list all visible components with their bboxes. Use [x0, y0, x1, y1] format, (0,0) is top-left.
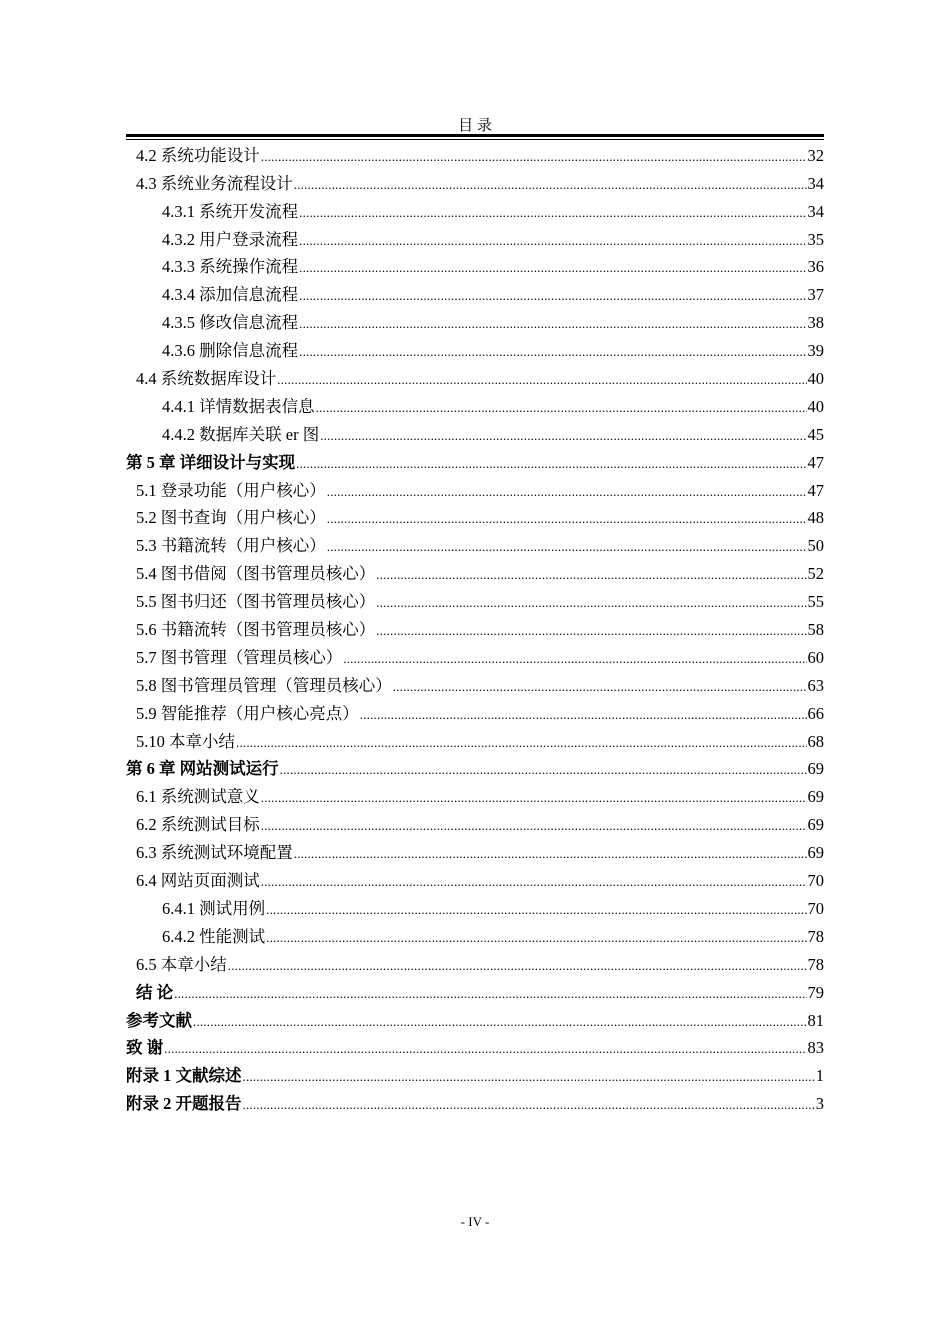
toc-dot-leader [236, 732, 807, 752]
toc-entry[interactable] [126, 501, 824, 529]
toc-entry-page: 78 [807, 926, 824, 946]
toc-entry[interactable] [126, 752, 824, 780]
toc-dot-leader [343, 648, 806, 668]
toc-dot-leader [393, 676, 807, 696]
toc-entry-label: 第 6 章 网站测试运行 [126, 759, 279, 779]
toc-dot-leader [376, 620, 806, 640]
toc-entry-page: 39 [807, 341, 824, 361]
toc-entry-page: 69 [807, 787, 824, 807]
toc-entry-label: 6.1 系统测试意义 [136, 787, 260, 807]
toc-entry-label: 第 5 章 详细设计与实现 [126, 452, 296, 472]
toc-entry-label: 4.3.1 系统开发流程 [162, 201, 299, 221]
toc-dot-leader [266, 899, 806, 919]
toc-entry[interactable] [126, 668, 824, 696]
toc-dot-leader [296, 453, 806, 473]
toc-entry-page: 34 [807, 173, 824, 193]
toc-dot-leader [299, 202, 806, 222]
toc-entry-page: 3 [815, 1094, 824, 1114]
page-number: - IV - [460, 1214, 490, 1229]
toc-entry-page: 69 [807, 815, 824, 835]
toc-dot-leader [261, 815, 807, 835]
toc-entry[interactable] [126, 724, 824, 752]
toc-entry-label: 5.8 图书管理员管理（管理员核心） [136, 675, 392, 695]
toc-entry[interactable] [126, 807, 824, 835]
toc-entry-label: 4.4 系统数据库设计 [136, 369, 277, 389]
toc-dot-leader [266, 927, 806, 947]
toc-entry-page: 70 [807, 871, 824, 891]
toc-entry[interactable] [126, 194, 824, 222]
toc-entry-label: 4.3.6 删除信息流程 [162, 341, 299, 361]
toc-entry-label: 5.4 图书借阅（图书管理员核心） [136, 564, 376, 584]
toc-entry[interactable] [126, 222, 824, 250]
toc-entry[interactable] [126, 919, 824, 947]
toc-entry-page: 70 [807, 898, 824, 918]
toc-entry-label: 5.1 登录功能（用户核心） [136, 480, 326, 500]
toc-dot-leader [327, 508, 807, 528]
toc-entry-label: 6.4.2 性能测试 [162, 926, 266, 946]
toc-entry-page: 45 [807, 424, 824, 444]
toc-dot-leader [294, 843, 807, 863]
toc-entry-label: 6.5 本章小结 [136, 954, 227, 974]
header-rule-thick [126, 134, 824, 137]
toc-dot-leader [360, 704, 807, 724]
toc-entry[interactable] [126, 891, 824, 919]
toc-entry-page: 81 [807, 1010, 824, 1030]
toc-entry-page: 60 [807, 647, 824, 667]
toc-entry-label: 附录 1 文献综述 [126, 1066, 242, 1086]
toc-entry[interactable] [126, 528, 824, 556]
toc-entry-page: 1 [815, 1066, 824, 1086]
toc-dot-leader [299, 257, 806, 277]
toc-entry-page: 68 [807, 731, 824, 751]
toc-entry-page: 66 [807, 703, 824, 723]
toc-entry-page: 50 [807, 536, 824, 556]
toc-entry[interactable] [126, 445, 824, 473]
toc-entry-page: 52 [807, 564, 824, 584]
toc-entry[interactable] [126, 947, 824, 975]
toc-entry-page: 40 [807, 369, 824, 389]
toc-entry-label: 4.4.2 数据库关联 er 图 [162, 424, 320, 444]
toc-dot-leader [277, 369, 806, 389]
toc-entry[interactable] [126, 1031, 824, 1059]
toc-dot-leader [327, 536, 807, 556]
toc-entry-label: 5.9 智能推荐（用户核心亮点） [136, 703, 359, 723]
toc-entry-page: 36 [807, 257, 824, 277]
toc-entry-page: 47 [807, 452, 824, 472]
toc-entry-label: 6.4.1 测试用例 [162, 898, 266, 918]
toc-entry-page: 63 [807, 675, 824, 695]
toc-dot-leader [280, 759, 807, 779]
toc-entry[interactable] [126, 835, 824, 863]
toc-dot-leader [174, 983, 806, 1003]
toc-entry-page: 78 [807, 954, 824, 974]
toc-entry[interactable] [126, 696, 824, 724]
toc-entry-label: 4.3.3 系统操作流程 [162, 257, 299, 277]
page-header-title: 目 录 [458, 118, 492, 134]
toc-entry-label: 4.4.1 详情数据表信息 [162, 396, 315, 416]
toc-dot-leader [294, 174, 807, 194]
toc-entry-label: 4.2 系统功能设计 [136, 145, 260, 165]
toc-dot-leader [299, 313, 806, 333]
toc-entry-label: 4.3.5 修改信息流程 [162, 313, 299, 333]
toc-dot-leader [228, 955, 807, 975]
toc-entry-page: 38 [807, 313, 824, 333]
toc-entry[interactable] [126, 473, 824, 501]
toc-entry[interactable] [126, 305, 824, 333]
toc-entry-label: 4.3 系统业务流程设计 [136, 173, 293, 193]
toc-entry[interactable] [126, 584, 824, 612]
toc-entry-label: 5.5 图书归还（图书管理员核心） [136, 592, 376, 612]
toc-dot-leader [316, 397, 807, 417]
toc-dot-leader [193, 1011, 807, 1031]
toc-entry[interactable] [126, 138, 824, 166]
toc-entry[interactable] [126, 277, 824, 305]
toc-entry[interactable] [126, 333, 824, 361]
toc-entry-page: 69 [807, 843, 824, 863]
toc-entry[interactable] [126, 1003, 824, 1031]
toc-entry-label: 4.3.4 添加信息流程 [162, 285, 299, 305]
toc-entry-page: 32 [807, 145, 824, 165]
toc-dot-leader [261, 787, 807, 807]
toc-entry[interactable] [126, 1086, 824, 1114]
toc-entry-page: 40 [807, 396, 824, 416]
toc-entry[interactable] [126, 612, 824, 640]
toc-dot-leader [261, 146, 807, 166]
toc-entry[interactable] [126, 863, 824, 891]
toc-entry-page: 37 [807, 285, 824, 305]
toc-dot-leader [299, 285, 806, 305]
toc-entry[interactable] [126, 166, 824, 194]
toc-dot-leader [376, 592, 806, 612]
toc-entry-label: 4.3.2 用户登录流程 [162, 229, 299, 249]
toc-entry[interactable] [126, 1058, 824, 1086]
toc-entry-page: 79 [807, 982, 824, 1002]
toc-entry-label: 结 论 [136, 982, 174, 1002]
toc-dot-leader [243, 1066, 815, 1086]
toc-entry-label: 致 谢 [126, 1038, 164, 1058]
toc-entry[interactable] [126, 556, 824, 584]
toc-entry-label: 6.2 系统测试目标 [136, 815, 260, 835]
toc-dot-leader [261, 871, 807, 891]
toc-entry-label: 5.3 书籍流转（用户核心） [136, 536, 326, 556]
toc-entry-page: 58 [807, 620, 824, 640]
toc-entry-page: 35 [807, 229, 824, 249]
toc-entry-label: 5.2 图书查询（用户核心） [136, 508, 326, 528]
toc-entry[interactable] [126, 417, 824, 445]
toc-dot-leader [376, 564, 806, 584]
table-of-contents [126, 138, 824, 1114]
toc-entry[interactable] [126, 389, 824, 417]
toc-entry-page: 34 [807, 201, 824, 221]
toc-entry-page: 69 [807, 759, 824, 779]
toc-entry-label: 5.7 图书管理（管理员核心） [136, 647, 343, 667]
toc-entry-label: 附录 2 开题报告 [126, 1094, 242, 1114]
toc-entry-label: 6.4 网站页面测试 [136, 871, 260, 891]
toc-entry[interactable] [126, 975, 824, 1003]
toc-entry[interactable] [126, 779, 824, 807]
toc-entry[interactable] [126, 250, 824, 278]
toc-entry[interactable] [126, 361, 824, 389]
toc-dot-leader [320, 425, 806, 445]
toc-dot-leader [164, 1038, 806, 1058]
toc-entry-page: 55 [807, 592, 824, 612]
toc-dot-leader [243, 1094, 815, 1114]
toc-entry-page: 48 [807, 508, 824, 528]
toc-entry-page: 47 [807, 480, 824, 500]
toc-entry-page: 83 [807, 1038, 824, 1058]
toc-dot-leader [299, 230, 806, 250]
toc-entry-label: 6.3 系统测试环境配置 [136, 843, 293, 863]
toc-entry[interactable] [126, 640, 824, 668]
toc-dot-leader [327, 481, 807, 501]
toc-entry-label: 参考文献 [126, 1010, 192, 1030]
toc-dot-leader [299, 341, 806, 361]
toc-entry-label: 5.6 书籍流转（图书管理员核心） [136, 620, 376, 640]
toc-entry-label: 5.10 本章小结 [136, 731, 235, 751]
